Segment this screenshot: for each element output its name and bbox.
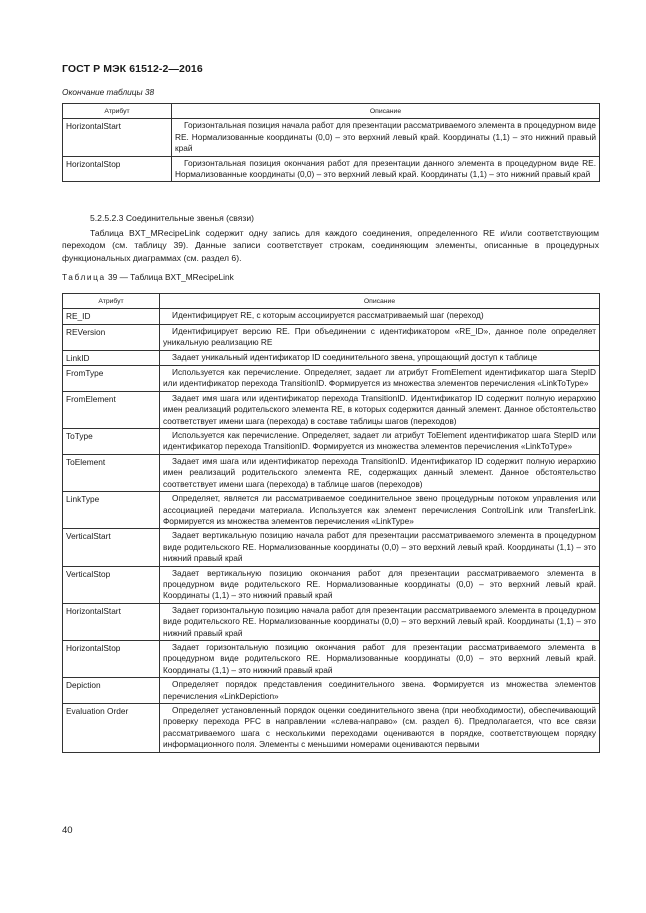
table-row: [63, 529, 600, 566]
column-header-attribute: Атрибут: [63, 294, 160, 309]
attribute-cell: HorizontalStart: [63, 603, 160, 640]
attribute-cell: HorizontalStop: [63, 156, 172, 182]
description-text: Используется как перечисление. Определяет, задает ли атрибут FromElement идентификатор шага StepID или идентификатор перехода TransitionID. Формируется из множества элементов перечисления «LinkToType»: [163, 367, 596, 389]
table-row: [63, 566, 600, 603]
description-text: Определяет установленный порядок оценки соединительного звена (при необходимости), обеспечивающий проверку перехода PFC в направлении «слева-направо» (см. раздел 6). Предполагается, что все связи рассматриваемого шага с несколькими переходами оцениваются в порядке, соответствующем порядку информационного поля. Элементы с меньшими номерами оцениваются первыми: [163, 705, 596, 750]
attribute-cell: Depiction: [63, 678, 160, 704]
table-row: [63, 678, 600, 704]
description-cell: [172, 119, 600, 156]
table-39: [62, 293, 600, 753]
table-continuation-note: Окончание таблицы 38: [62, 87, 155, 97]
table-header-row: [63, 294, 600, 309]
table-row: [63, 640, 600, 677]
table-row: [63, 324, 600, 350]
description-text: Задает уникальный идентификатор ID соединительного звена, упрощающий доступ к таблице: [172, 351, 538, 362]
table-row: [63, 156, 600, 182]
body-paragraph: [62, 227, 599, 264]
attribute-cell: Evaluation Order: [63, 704, 160, 753]
description-cell: [160, 704, 600, 753]
page-number: 40: [62, 825, 73, 836]
description-text: Используется как перечисление. Определяет, задает ли атрибут ToElement идентификатор шага StepID или идентификатор перехода TransitionID. Формируется из множества элементов перечисления «LinkToType»: [163, 430, 596, 452]
description-text: Горизонтальная позиция окончания работ для презентации данного элемента в процедурном виде RE. Нормализованные координаты (0,0) – это верхний левый край. Координаты (1,1) – это нижний правый край: [175, 157, 596, 180]
column-header-description: Описание: [172, 104, 600, 119]
attribute-cell: VerticalStart: [63, 529, 160, 566]
description-cell: [160, 529, 600, 566]
description-cell: [160, 678, 600, 704]
attribute-cell: FromType: [63, 366, 160, 392]
description-text: Задает вертикальную позицию окончания работ для презентации рассматриваемого элемента в процедурном виде родительского RE. Нормализованные координаты (0,0) – это верхний левый край. Координаты (1,1) – это нижний правый край: [163, 567, 596, 601]
table-header-row: [63, 104, 600, 119]
table-row: [63, 603, 600, 640]
description-cell: [160, 454, 600, 491]
description-cell: [160, 566, 600, 603]
table-row: [63, 391, 600, 428]
description-cell: [160, 350, 600, 365]
table-38-body: [63, 119, 600, 182]
section-heading: 5.2.5.2.3 Соединительные звенья (связи): [90, 213, 255, 223]
table-row: [63, 429, 600, 455]
description-cell: [160, 640, 600, 677]
description-cell: [160, 366, 600, 392]
table-row: [63, 704, 600, 753]
table-38: [62, 103, 600, 182]
description-text: Идентифицирует RE, с которым ассоциируется рассматриваемый шаг (переход): [172, 310, 484, 321]
document-header: ГОСТ Р МЭК 61512-2—2016: [62, 63, 203, 75]
description-cell: [172, 156, 600, 182]
table-caption-prefix: Таблица: [62, 272, 106, 282]
table-row: [63, 119, 600, 156]
description-text: Определяет, является ли рассматриваемое соединительное звено процедурным потоком управления или ассоциацией передачи материала. Используется как элемент перечисления ControlLink или TransferLink. Формируется из множества элементов перечисления «LinkType»: [163, 493, 596, 526]
description-cell: [160, 391, 600, 428]
description-text: Задает имя шага или идентификатор перехода TransitionID. Идентификатор ID содержит полную иерархию имен реализаций родительского элемента RE, в которых содержится данный элемент. Данное обстоятельство соответствует имени шага (перехода) в составе таблицы шагов (переходов): [163, 392, 596, 426]
description-cell: [160, 324, 600, 350]
table-row: [63, 454, 600, 491]
table-caption: [62, 272, 234, 282]
description-text: Задает горизонтальную позицию окончания работ для презентации рассматриваемого элемента в процедурном виде родительского RE. Нормализованные координаты (0,0) – это верхний левый край. Координаты (1,1) – это нижний правый край: [163, 641, 596, 675]
attribute-cell: REVersion: [63, 324, 160, 350]
description-text: Определяет порядок представления соединительного звена. Формируется из множества элементов перечисления «LinkDepiction»: [163, 679, 596, 701]
description-cell: [160, 603, 600, 640]
description-text: Задает вертикальную позицию начала работ для презентации рассматриваемого элемента в процедурном виде родительского RE. Нормализованные координаты (0,0) – это верхний левый край. Координаты (1,1) – это нижний правый край: [163, 530, 596, 564]
table-row: [63, 492, 600, 529]
attribute-cell: ToType: [63, 429, 160, 455]
description-cell: [160, 429, 600, 455]
column-header-description: Описание: [160, 294, 600, 309]
table-row: [63, 309, 600, 324]
attribute-cell: HorizontalStop: [63, 640, 160, 677]
description-text: Задает горизонтальную позицию начала работ для презентации рассматриваемого элемента в процедурном виде родительского RE. Нормализованные координаты (0,0) – это верхний левый край. Координаты (1,1) – это нижний правый край: [163, 604, 596, 638]
column-header-attribute: Атрибут: [63, 104, 172, 119]
table-39-body: [63, 309, 600, 752]
attribute-cell: VerticalStop: [63, 566, 160, 603]
description-text: Идентифицирует версию RE. При объединении с идентификатором «RE_ID», данное поле определяет уникальную реализацию RE: [163, 325, 596, 348]
description-text: Горизонтальная позиция начала работ для презентации рассматриваемого элемента в процедурном виде RE. Нормализованные координаты (0,0) – это верхний левый край. Координаты (1,1) – это нижний правый край: [175, 120, 596, 154]
table-row: [63, 366, 600, 392]
attribute-cell: LinkID: [63, 350, 160, 365]
description-text: Задает имя шага или идентификатор перехода TransitionID. Идентификатор ID содержит полную иерархию имен реализаций родительского элемента RE, содержащих данный элемент. Данное обстоятельство соответствует имени шага (перехода) в таблице шагов (переходов): [163, 455, 596, 489]
attribute-cell: FromElement: [63, 391, 160, 428]
table-row: [63, 350, 600, 365]
attribute-cell: ToElement: [63, 454, 160, 491]
attribute-cell: RE_ID: [63, 309, 160, 324]
description-cell: [160, 492, 600, 529]
attribute-cell: HorizontalStart: [63, 119, 172, 156]
paragraph-text: Таблица BXT_MRecipeLink содержит одну запись для каждого соединения, определенного RE и/или соответствующим переходом (см. таблицу 39). Данные записи соответствует строкам, соединяющим элементы, описанные в процедурных функциональных диаграммах (см. раздел 6).: [62, 228, 599, 263]
attribute-cell: LinkType: [63, 492, 160, 529]
description-cell: [160, 309, 600, 324]
table-caption-title: 39 — Таблица BXT_MRecipeLink: [108, 272, 234, 282]
